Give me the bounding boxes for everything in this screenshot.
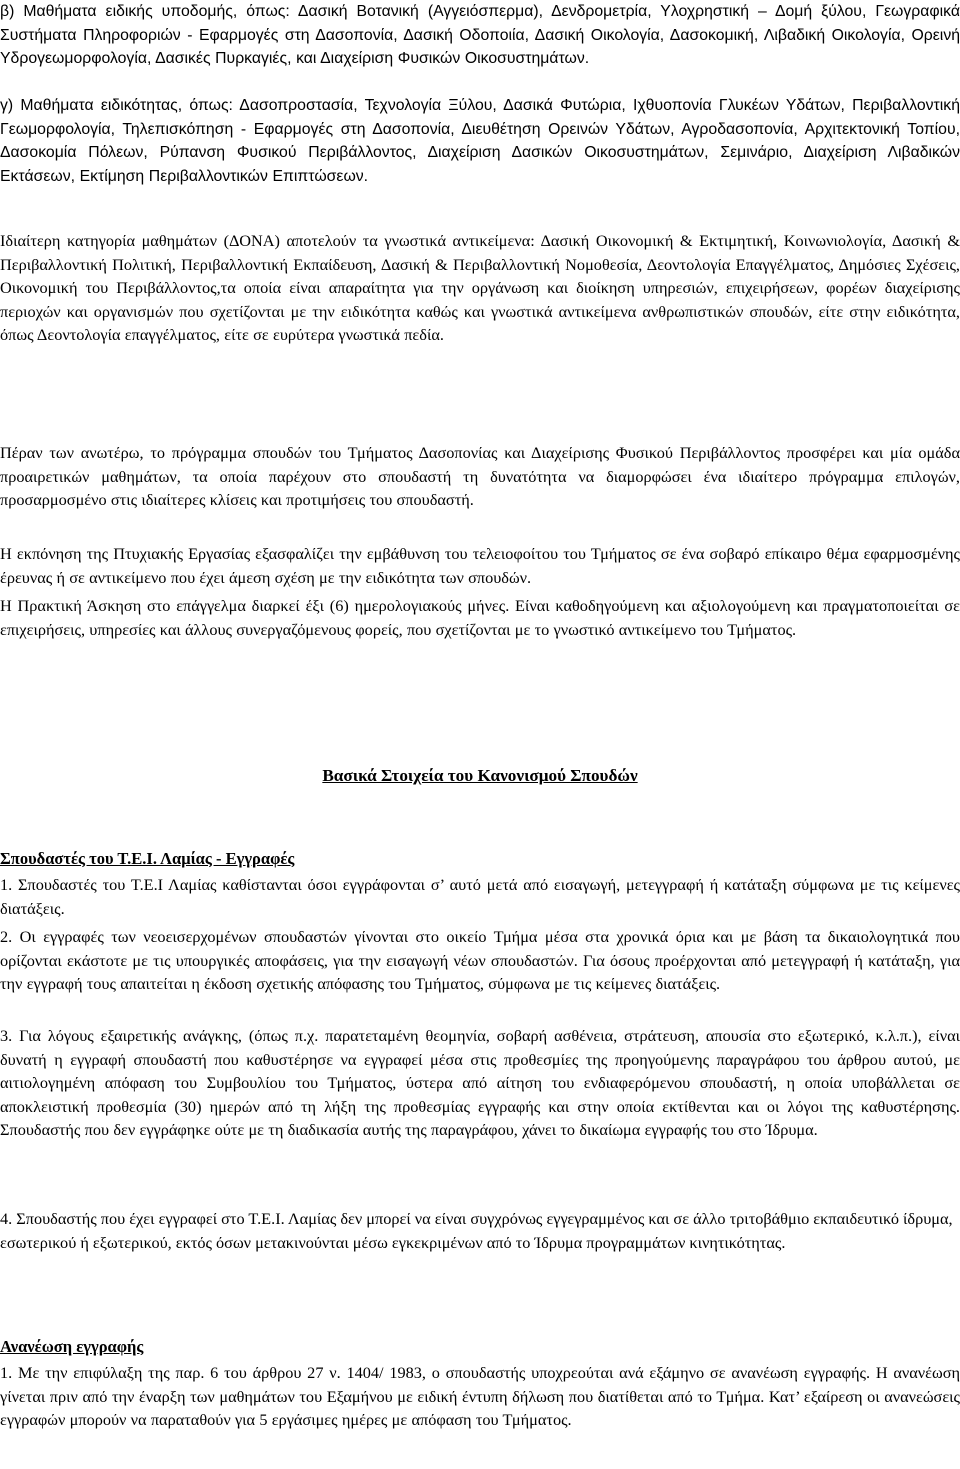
renewal-heading: Ανανέωση εγγραφής xyxy=(0,1337,144,1356)
students-item2-block xyxy=(0,925,960,996)
students-item4-block xyxy=(0,1207,960,1254)
intro-dona-block xyxy=(0,229,960,347)
students-item-2: 2. Οι εγγραφές των νεοεισερχομένων σπουδαστών γίνονται στο οικείο Τμήμα μέσα στα χρονικά όρια και με βάση τα δικαιολογητικά που ορίζονται εκάστοτε με τις υπουργικές αποφάσεις, για την εισαγωγή νέων σπουδαστών. Για όσους προέρχονται από μετεγγραφή ή κατάταξη, για την εγγραφή τους απαιτείται η έκδοση σχετικής απόφασης του Τμήματος, σύμφωνα με τις κείμενες διατάξεις. xyxy=(0,927,960,994)
paragraph-thesis: Η εκπόνηση της Πτυχιακής Εργασίας εξασφαλίζει την εμβάθυνση του τελειοφοίτου του Τμήματος σε ένα σοβαρό επίκαιρο θέμα εφαρμοσμένης έρευνας ή σε αντικείμενο που έχει άμεση σχέση με την ειδικότητα των σπουδών. xyxy=(0,544,960,587)
students-item-4: 4. Σπουδαστής που έχει εγγραφεί στο Τ.Ε.Ι. Λαμίας δεν μπορεί να είναι συγχρόνως εγγεγραμμένος και σε άλλο τριτοβάθμιο εκπαιδευτικό ίδρυμα, εσωτερικού ή εξωτερικού, εκτός όσων μετακινούνται μέσω εγκεκριμένων από το Ίδρυμα προγραμμάτων κινητικότητας. xyxy=(0,1209,953,1252)
students-heading: Σπουδαστές του Τ.Ε.Ι. Λαμίας - Εγγραφές xyxy=(0,849,295,868)
intro-practice-block xyxy=(0,594,960,641)
intro-elective-block xyxy=(0,441,960,512)
intro-gamma-block xyxy=(0,94,960,188)
students-item-1: 1. Σπουδαστές του Τ.Ε.Ι Λαμίας καθίστανται όσοι εγγράφονται σ’ αυτό μετά από εισαγωγή, μετεγγραφή ή κατάταξη σύμφωνα με τις κείμενες διατάξεις. xyxy=(0,875,960,918)
paragraph-practice: Η Πρακτική Άσκηση στο επάγγελμα διαρκεί έξι (6) ημερολογιακούς μήνες. Είναι καθοδηγούμενη και αξιολογούμενη και πραγματοποιείται σε επιχειρήσεις, υπηρεσίες και άλλους συνεργαζόμενους φορείς, που σχετίζονται με το γνωστικό αντικείμενο του Τμήματος. xyxy=(0,596,960,639)
paragraph-dona: Ιδιαίτερη κατηγορία μαθημάτων (ΔΟΝΑ) αποτελούν τα γνωστικά αντικείμενα: Δασική Οικονομική & Εκτιμητική, Κοινωνιολογία, Δασική & Περιβαλλοντική Πολιτική, Περιβαλλοντική Εκπαίδευση, Δασική & Περιβαλλοντική Νομοθεσία, Δεοντολογία Επαγγέλματος, Δημόσιες Σχέσεις, Οικονομική του Περιβάλλοντος,τα οποία είναι απαραίτητα για την οργάνωση και διοίκηση υπηρεσιών, επιχειρήσεων, φορέων διαχείρισης περιοχών και οργανισμών που σχετίζονται με την ειδικότητα καθώς και γνωστικά αντικείμενα ανθρωπιστικών σπουδών, είτε στην ειδικότητα, όπως Δεοντολογία επαγγέλματος, είτε σε ευρύτερα γνωστικά πεδία. xyxy=(0,231,960,345)
intro-thesis-block xyxy=(0,542,960,589)
regulation-title: Βασικά Στοιχεία του Κανονισμού Σπουδών xyxy=(322,766,638,785)
renewal-item-1: 1. Με την επιφύλαξη της παρ. 6 του άρθρου 27 ν. 1404/ 1983, ο σπουδαστής υποχρεούται ανά εξάμηνο σε ανανέωση εγγραφής. Η ανανέωση γίνεται πριν από την έναρξη των μαθημάτων του Εξαμήνου με ειδική έντυπη δήλωση που διατίθεται από το Τμήμα. Κατ’ εξαίρεση οι ανανεώσεις εγγραφών μπορούν να παραταθούν για 5 εργάσιμες ημέρες με απόφαση του Τμήματος. xyxy=(0,1363,960,1430)
renewal-item1-block xyxy=(0,1361,960,1432)
paragraph-gamma: γ) Μαθήματα ειδικότητας, όπως: Δασοπροστασία, Τεχνολογία Ξύλου, Δασικά Φυτώρια, Ιχθυοπονία Γλυκέων Υδάτων, Περιβαλλοντική Γεωμορφολογία, Τηλεπισκόπηση - Εφαρμογές στη Δασοπονία, Διευθέτηση Ορεινών Υδάτων, Αγροδασοπονία, Αρχιτεκτονική Τοπίου, Δασοκομία Πόλεων, Ρύπανση Φυσικού Περιβάλλοντος, Διαχείριση Δασικών Οικοσυστημάτων, Σεμινάριο, Διαχείριση Λιβαδικών Εκτάσεων, Εκτίμηση Περιβαλλοντικών Επιπτώσεων. xyxy=(0,97,960,185)
students-item-3: 3. Για λόγους εξαιρετικής ανάγκης, (όπως π.χ. παρατεταμένη θεομηνία, σοβαρή ασθένεια, στράτευση, απουσία στο εξωτερικό, κ.λ.π.), είναι δυνατή η εγγραφή σπουδαστή που καθυστέρησε να εγγραφεί μέσα στις προθεσμίες της προηγούμενης παραγράφου του άρθρου αυτού, με αιτιολογημένη απόφαση του Συμβουλίου του Τμήματος, ύστερα από αίτηση του ενδιαφερόμενου σπουδαστή, η οποία υποβάλλεται σε αποκλειστική προθεσμία (30) ημερών από τη λήξη της προθεσμίας εγγραφής και στην οποία εκτίθενται και οι λόγοι της καθυστέρησης. Σπουδαστής που δεν εγγράφηκε ούτε με τη διαδικασία αυτής της παραγράφου, χάνει το δικαίωμα εγγραφής του στο Ίδρυμα. xyxy=(0,1026,960,1140)
students-item1-block xyxy=(0,873,960,920)
intro-beta-block xyxy=(0,0,960,71)
paragraph-beta: β) Μαθήματα ειδικής υποδομής, όπως: Δασική Βοτανική (Αγγειόσπερμα), Δενδρομετρία, Υλοχρηστική – Δομή ξύλου, Γεωγραφικά Συστήματα Πληροφοριών - Εφαρμογές στη Δασοπονία, Δασική Οδοποιία, Δασική Οικολογία, Δασοκομική, Λιβαδική Οικολογία, Ορεινή Υδρογεωμορφολογία, Δασικές Πυρκαγιές, και Διαχείριση Φυσικών Οικοσυστημάτων. xyxy=(0,3,960,68)
paragraph-elective: Πέραν των ανωτέρω, το πρόγραμμα σπουδών του Τμήματος Δασοπονίας και Διαχείρισης Φυσικού Περιβάλλοντος προσφέρει και μία ομάδα προαιρετικών μαθημάτων, τα οποία παρέχουν στο σπουδαστή τη δυνατότητα να διαμορφώσει ένα ιδιαίτερο πρόγραμμα επιλογών, προσαρμοσμένο στις ιδιαίτερες κλίσεις και προτιμήσεις του σπουδαστή. xyxy=(0,443,960,510)
students-item3-block xyxy=(0,1024,960,1142)
